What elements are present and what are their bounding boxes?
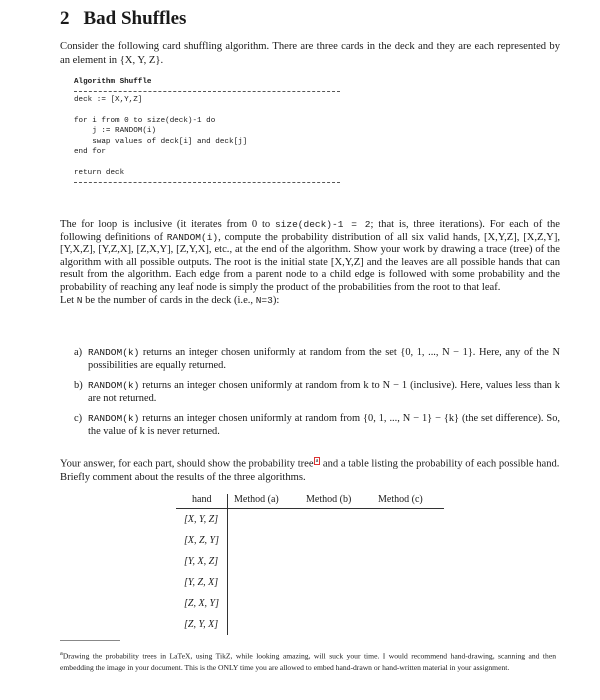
list-item-text: [88, 413, 560, 438]
text-run: returns an integer chosen uniformly at random from the set {0, 1, ..., N − 1}. Here, any of the N possibilities are equally returned.: [88, 347, 560, 371]
footnote-text: Drawing the probability trees in LaTeX, using TikZ, while looking amazing, will suck your time. I would recommend hand-drawing, scanning and then embedding the image in your document. This is the ONLY time you are allowed to embed hand-drawn or hand-written material in your assignment.: [60, 651, 556, 672]
empty-cell: [300, 614, 372, 635]
table-row: [176, 509, 444, 531]
footnote-link[interactable]: a: [315, 458, 319, 464]
hand-cell: [X, Z, Y]: [176, 530, 228, 551]
table-row: [176, 530, 444, 551]
table-header-row: [176, 494, 444, 509]
section-number: 2: [60, 8, 70, 29]
code-line: end for: [74, 148, 106, 156]
empty-cell: [300, 593, 372, 614]
inline-code: RANDOM(k): [88, 413, 140, 425]
empty-cell: [228, 572, 301, 593]
text-run: ):: [272, 294, 280, 306]
code-line: for i from 0 to size(deck)-1 do: [74, 116, 216, 125]
inline-code: N=3: [255, 294, 273, 306]
code-line: [74, 158, 340, 169]
text-run: , compute the probability distribution of all six valid hands, [X,Y,Z], [X,Z,Y], [Y,X,Z], [Y,Z,X], [Z,X,Y], [Z,Y,X], etc., at the end of the algorithm. Show your work by drawing a trace (tree) of the algorithm with all possible outputs. The root is the initial state [X,Y,Z] and the leaves are all possible hands that can result from the algorithm. Each edge from a parent node to a child edge is followed with some probability and the probability of reaching any leaf node is simply the product of the probabilities from the root to that leaf.: [60, 231, 561, 293]
method-list: [74, 347, 560, 447]
text-run: The for loop is inclusive (it iterates from 0 to: [60, 219, 275, 230]
text-run: and a table listing the probability of each possible hand. Briefly comment about the results of the three algorithms.: [60, 458, 560, 483]
algorithm-top-rule: [74, 91, 340, 92]
footnote: [60, 648, 556, 673]
code-line: deck := [X,Y,Z]: [74, 95, 143, 104]
column-header: Method (a): [228, 494, 301, 509]
algorithm-title: Algorithm Shuffle: [74, 78, 152, 86]
code-line: swap values of deck[i] and deck[j]: [74, 137, 248, 146]
section-heading: [60, 8, 186, 30]
empty-cell: [228, 551, 301, 572]
probability-table: [176, 494, 444, 635]
text-run: ; that is, three iterations). For each of the following definitions of: [60, 219, 560, 243]
empty-cell: [228, 530, 301, 551]
main-paragraph: [60, 219, 560, 307]
empty-cell: [300, 572, 372, 593]
hand-cell: [Y, Z, X]: [176, 572, 228, 593]
algorithm-bottom-rule: [74, 182, 340, 183]
footnote-rule: [60, 640, 120, 641]
list-item-text: [88, 380, 560, 405]
list-item-tag: c): [74, 413, 83, 425]
text-run: Let: [60, 294, 77, 306]
empty-cell: [372, 530, 444, 551]
column-header: hand: [176, 494, 228, 509]
empty-cell: [372, 593, 444, 614]
code-line: j := RANDOM(i): [74, 127, 157, 135]
hand-cell: [Z, X, Y]: [176, 593, 228, 614]
inline-code: N: [76, 294, 83, 306]
empty-cell: [372, 572, 444, 593]
table-row: [176, 551, 444, 572]
column-header: Method (c): [372, 494, 444, 509]
text-run: be the number of cards in the deck (i.e.,: [82, 294, 256, 306]
footnote-mark: a: [60, 650, 63, 657]
table-row: [176, 593, 444, 614]
empty-cell: [228, 614, 301, 635]
answer-instructions: [60, 457, 560, 484]
inline-code: RANDOM(k): [88, 347, 140, 358]
text-run: returns an integer chosen uniformly at random from k to N − 1 (inclusive). Here, values less than k are not returned.: [88, 380, 560, 404]
empty-cell: [300, 530, 372, 551]
list-item-tag: b): [74, 380, 83, 392]
list-item-text: [88, 347, 560, 372]
hand-cell: [X, Y, Z]: [176, 509, 228, 531]
algorithm-block: [74, 77, 340, 186]
list-item-tag: a): [74, 347, 83, 358]
text-run: Your answer, for each part, should show the probability tree: [60, 458, 314, 470]
empty-cell: [228, 509, 301, 531]
code-line: return deck: [74, 169, 125, 177]
hand-cell: [Y, X, Z]: [176, 551, 228, 572]
table-row: [176, 572, 444, 593]
list-item: [74, 413, 560, 438]
section-title: Bad Shuffles: [83, 8, 187, 29]
inline-code: RANDOM(i): [166, 231, 219, 243]
empty-cell: [300, 551, 372, 572]
inline-code: RANDOM(k): [88, 380, 140, 392]
empty-cell: [300, 509, 372, 531]
empty-cell: [372, 509, 444, 531]
list-item: [74, 380, 560, 405]
inline-code: size(deck)-1 = 2: [274, 219, 371, 230]
table-row: [176, 614, 444, 635]
intro-paragraph: Consider the following card shuffling algorithm. There are three cards in the deck and they are each represented by an element in {X, Y, Z}.: [60, 41, 560, 66]
empty-cell: [372, 614, 444, 635]
code-line: [74, 105, 340, 116]
list-item: [74, 347, 560, 372]
empty-cell: [372, 551, 444, 572]
hand-cell: [Z, Y, X]: [176, 614, 228, 635]
column-header: Method (b): [300, 494, 372, 509]
text-run: returns an integer chosen uniformly at random from {0, 1, ..., N − 1} − {k} (the set difference). So, the value of k is never returned.: [88, 413, 560, 437]
empty-cell: [228, 593, 301, 614]
